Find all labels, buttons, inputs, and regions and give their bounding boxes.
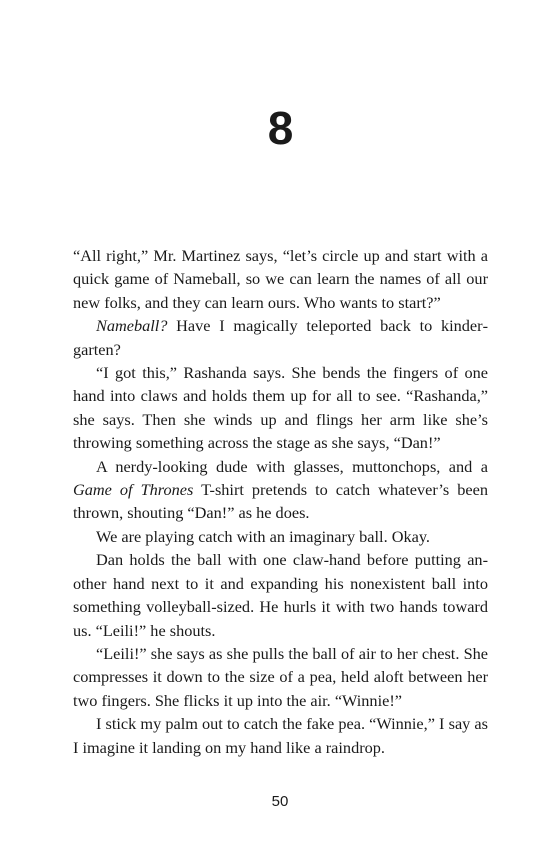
text-run: I stick my palm out to catch the fake pea. “Winnie,” I say as I imagine it landing on my hand like a raindrop. bbox=[73, 714, 488, 757]
paragraph bbox=[73, 314, 488, 361]
text-run: We are playing catch with an imaginary ball. Okay. bbox=[96, 526, 430, 546]
text-run: Have I magically teleported back to kindergarten? bbox=[73, 316, 488, 359]
italic-text: Game of Thrones bbox=[73, 480, 194, 500]
paragraph bbox=[73, 642, 488, 712]
paragraph bbox=[73, 525, 488, 548]
chapter-number: 8 bbox=[267, 102, 293, 154]
text-run: A nerdy-looking dude with glasses, muttonchops, and a bbox=[96, 456, 488, 476]
paragraph bbox=[73, 548, 488, 642]
paragraph bbox=[73, 361, 488, 455]
text-run: “I got this,” Rashanda says. She bends the fingers of one hand into claws and holds them up for all to see. “Rashanda,” she says. Then she winds up and flings her arm like she’s throwing something across the stage as she says, “Dan!” bbox=[73, 363, 488, 453]
paragraph bbox=[73, 455, 488, 525]
page-number: 50 bbox=[271, 793, 289, 810]
italic-text: Nameball? bbox=[96, 316, 168, 336]
text-run: T-shirt pretends to catch whatever’s been thrown, shouting “Dan!” as he does. bbox=[73, 480, 488, 523]
text-run: Dan holds the ball with one claw-hand before putting another hand next to it and expanding his nonexistent ball into something volleyball-sized. He hurls it with two hands toward us. “Leili!” he shouts. bbox=[73, 550, 488, 640]
paragraph bbox=[73, 712, 488, 759]
paragraph bbox=[73, 244, 488, 314]
text-run: “All right,” Mr. Martinez says, “let’s circle up and start with a quick game of Nameball, so we can learn the names of all our new folks, and they can learn ours. Who wants to start?” bbox=[73, 246, 488, 312]
text-run: “Leili!” she says as she pulls the ball of air to her chest. She compresses it down to the size of a pea, held aloft between her two fingers. She flicks it up into the air. “Winnie!” bbox=[73, 643, 488, 710]
body-text bbox=[73, 244, 488, 759]
